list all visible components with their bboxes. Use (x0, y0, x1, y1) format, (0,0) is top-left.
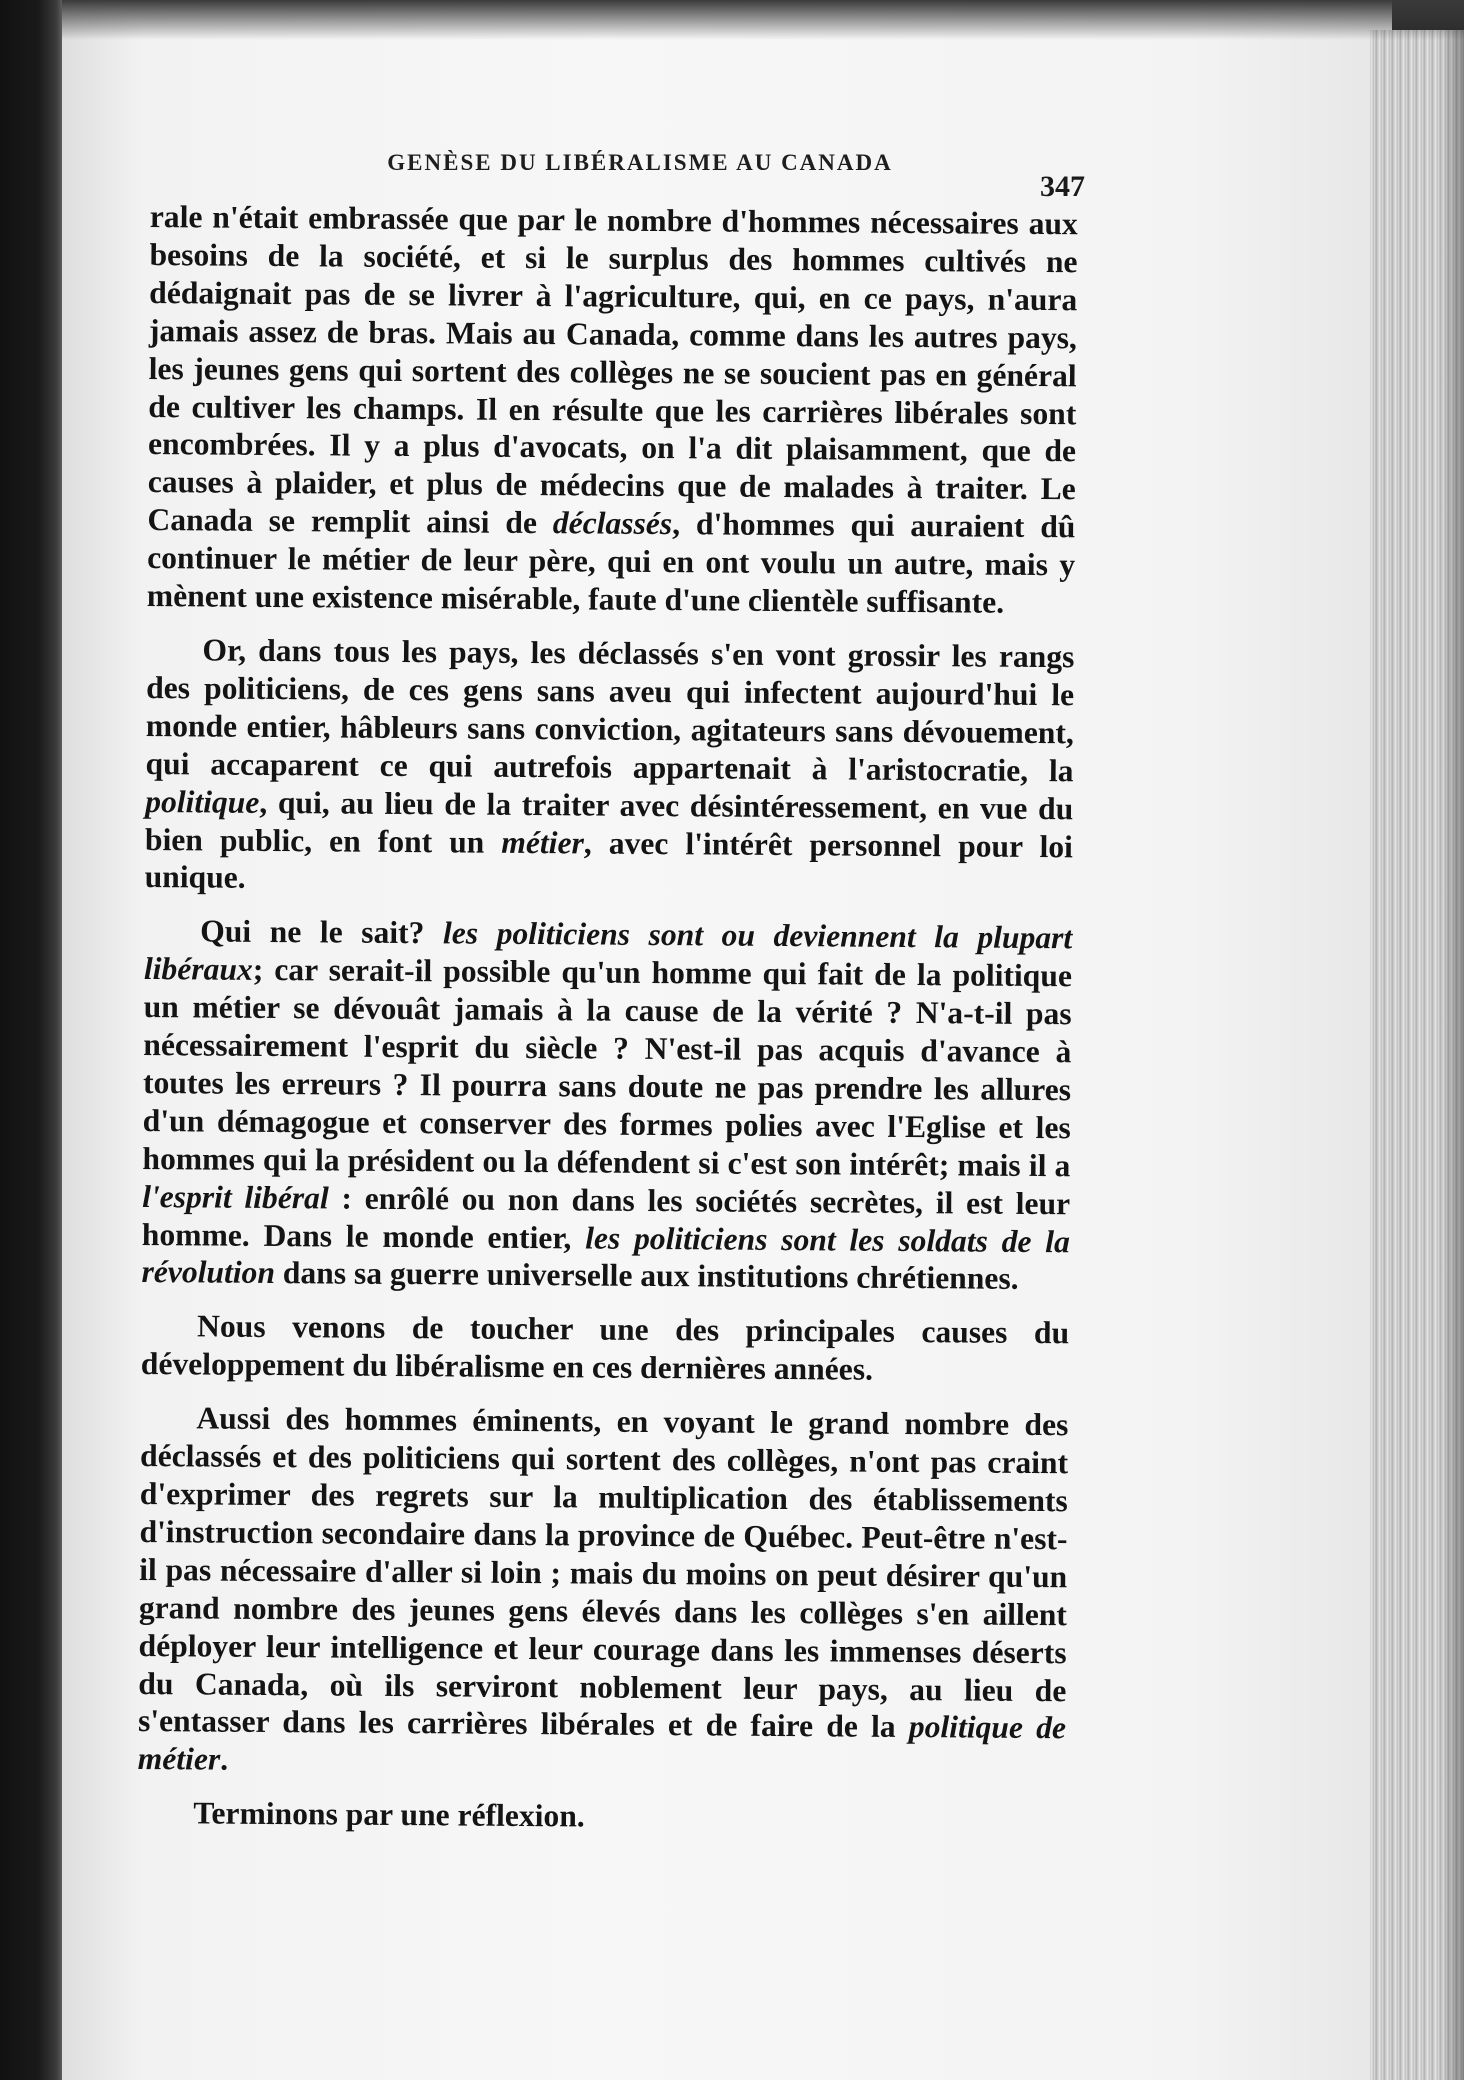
top-shadow (62, 0, 1464, 40)
text-run: , avec l'intérêt personnel pour loi unique. (144, 824, 1074, 896)
italic-text: politique de métier (137, 1709, 1067, 1777)
italic-text: les politiciens sont ou deviennent la plupart libéraux (143, 915, 1073, 988)
paragraph (147, 198, 1078, 622)
text-run: : enrôlé ou non dans les sociétés secrètes, il est leur homme. Dans le monde entier, (141, 1180, 1071, 1256)
text-run: Nous venons de toucher une des principales causes du développement du libéralisme en ces dernières années. (140, 1308, 1070, 1387)
text-run: Qui ne le sait? (200, 913, 444, 951)
paragraph (138, 1399, 1069, 1785)
text-run: rale n'était embrassée que par le nombre d'hommes nécessaires aux besoins de la société, et si le surplus des hommes cultivés ne dédaignait pas de se livrer à l'agriculture, qui, en ce pays, n'aura jamais assez de bras. Mais au Canada, comme dans les autres pays, les jeunes gens qui sortent des collèges ne se soucient pas en général de cultiver les champs. Il en résulte que les carrières libérales sont encombrées. Il y a plus d'avocats, on l'a dit plaisamment, que de causes à plaider, et plus de médecins que de malades à traiter. Le Canada se remplit ainsi de (147, 198, 1078, 541)
italic-text: politique (145, 783, 260, 820)
paragraph (145, 631, 1075, 904)
italic-text: déclassés (552, 505, 673, 542)
text-run: , qui, au lieu de la traiter avec désintéressement, en vue du bien public, en font un (144, 784, 1074, 860)
paragraph (141, 1307, 1070, 1390)
italic-text: l'esprit libéral (142, 1178, 329, 1216)
paragraph (141, 912, 1072, 1298)
page-edges-shadow (1440, 30, 1464, 2080)
text-run: . (220, 1741, 229, 1778)
running-title: GENÈSE DU LIBÉRALISME AU CANADA (387, 150, 893, 175)
text-run: ; car serait-il possible qu'un homme qui fait de la politique un métier se dévouât jamais à la cause de la vérité ? N'a-t-il pas nécessairement l'esprit du siècle ? N'est-il pas acquis d'avance à toutes les erreurs ? Il pourra sans doute ne pas prendre les allures d'un démagogue et conserver des formes polies avec l'Eglise et les hommes qui la président ou la défendent si c'est son intérêt; mais il a (142, 952, 1073, 1184)
paragraph (137, 1794, 1065, 1839)
italic-text: les politiciens sont les soldats de la révolution (141, 1220, 1070, 1291)
text-run: Aussi des hommes éminents, en voyant le grand nombre des déclassés et des politiciens qui sortent des collèges, n'ont pas craint d'exprimer des regrets sur la multiplication des établissements d'instruction secondaire dans la province de Québec. Peut-être n'est-il pas nécessaire d'aller si loin ; mais du moins on peut désirer qu'un grand nombre des jeunes gens élevés dans les collèges s'en aillent déployer leur intelligence et leur courage dans les immenses déserts du Canada, où ils serviront noblement leur pays, au lieu de s'entasser dans les carrières libérales et de faire de la (137, 1400, 1069, 1745)
body-text (137, 198, 1078, 1839)
page-number: 347 (1040, 170, 1085, 203)
text-run: dans sa guerre universelle aux institutions chrétiennes. (274, 1255, 1019, 1297)
text-run: , d'hommes qui auraient dû continuer le métier de leur père, qui en ont voulu un autre, mais y mènent une existence misérable, faute d'une clientèle suffisante. (146, 506, 1076, 620)
text-run: Or, dans tous les pays, les déclassés s'en vont grossir les rangs des politiciens, de ces gens sans aveu qui infectent aujourd'hui le monde entier, hâbleurs sans conviction, agitateurs sans dévouement, qui accaparent ce qui autrefois appartenait à l'aristocratie, la (145, 632, 1075, 788)
book-binding (0, 0, 70, 2080)
text-run: Terminons par une réflexion. (193, 1795, 585, 1834)
italic-text: métier (501, 824, 584, 860)
